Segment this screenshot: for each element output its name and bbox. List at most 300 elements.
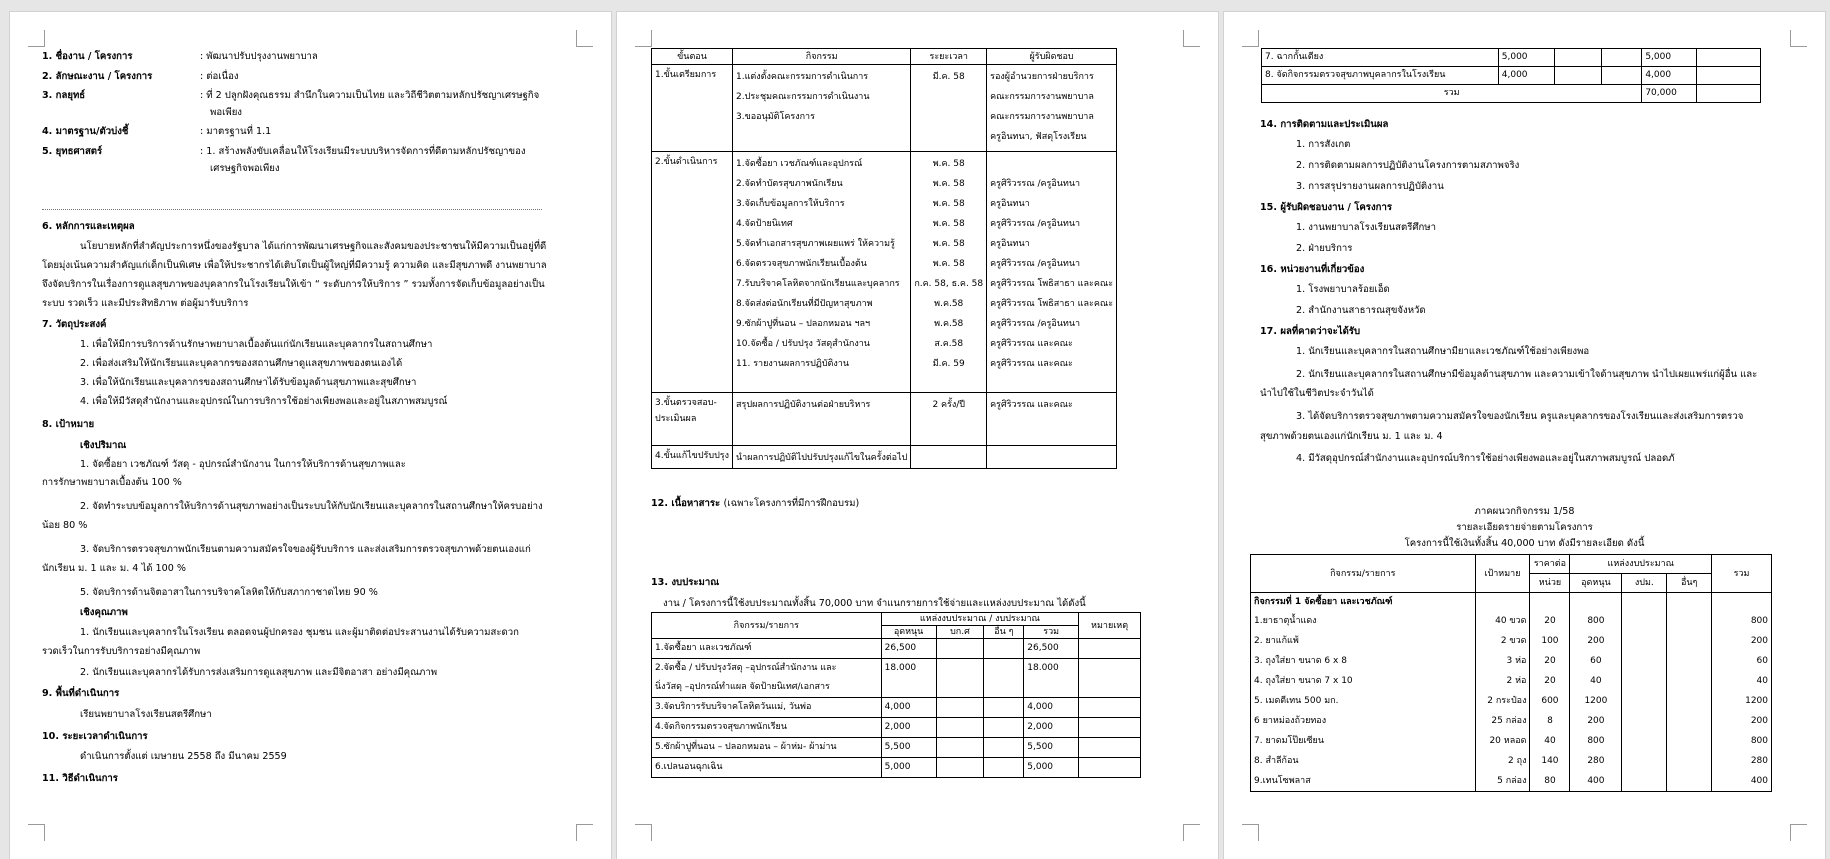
plan-responsible-text: รองผู้อำนวยการฝ่ายบริการ (990, 72, 1094, 82)
plan-spacer (655, 143, 729, 147)
detail-subsidy-cell: 280 (1570, 751, 1622, 771)
dotted-divider (42, 209, 542, 210)
qualitative-heading: เชิงคุณภาพ (80, 607, 128, 618)
budget-total-cell: 26,500 (1024, 639, 1079, 659)
plan-period-text: พ.ค. 58 (932, 259, 965, 269)
document-page-3 (1224, 12, 1825, 859)
plan-responsible-text: คณะกรรมการงานพยาบาล (990, 112, 1094, 122)
plan-period-text (914, 448, 983, 468)
crop-mark (28, 824, 45, 841)
plan-spacer (736, 374, 907, 392)
budget-note-cell (1079, 698, 1141, 718)
plan-responsible-text (990, 448, 1113, 468)
budget-total-cell: 5,000 (1024, 758, 1079, 778)
plan-step-cell (652, 152, 733, 393)
detail-subsidy-cell: 200 (1570, 711, 1622, 731)
detail-subsidy-cell: 800 (1570, 611, 1622, 631)
budget-item-text: 2.จัดซื้อ / ปรับปรุงวัสดุ –อุปกรณ์สำนักงาน และ (655, 663, 837, 673)
quantitative-target-line: น้อย 80 % (42, 520, 88, 531)
budget-subsidy-cell: 5,500 (881, 738, 936, 758)
budget-row (652, 639, 1141, 659)
detail-other-cell (1667, 611, 1712, 631)
budget-row (652, 718, 1141, 738)
plan-responsible-cell (987, 446, 1117, 469)
budget-column-header: อุดหนุน (881, 626, 936, 639)
budget-column-header: บก.ศ (936, 626, 984, 639)
plan-activity-text: นำผลการปฏิบัติไปปรับปรุงแก้ไขในครั้งต่อไป (736, 453, 908, 463)
info-value: : ที่ 2 ปลูกฝังคุณธรรม สำนึกในความเป็นไทย และวิถีชีวิตตามหลักปรัชญาเศรษฐกิจ (200, 90, 540, 101)
detail-item-header: กิจกรรม/รายการ (1251, 555, 1476, 593)
budget-total-cell: 18.000 (1024, 659, 1079, 698)
plan-activity-text: 8.จัดส่งต่อนักเรียนที่มีปัญหาสุขภาพ (736, 299, 873, 309)
responsible-item: 2. ฝ่ายบริการ (1296, 243, 1353, 254)
budget-subsidy-cell: 2,000 (881, 718, 936, 738)
budget-total-cell: 4,000 (1024, 698, 1079, 718)
detail-target-cell: 40 ขวด (1475, 611, 1530, 631)
expected-result-line: นำไปใช้ในชีวิตประจำวันได้ (1260, 388, 1374, 399)
responsible-item: 1. งานพยาบาลโรงเรียนสตรีศึกษา (1296, 222, 1436, 233)
detail-target-cell: 2 ถุง (1475, 751, 1530, 771)
detail-target-cell: 2 ขวด (1475, 631, 1530, 651)
detail-source-column-header: อื่นๆ (1667, 574, 1712, 593)
plan-period-cell (911, 65, 987, 152)
plan-activity-cell (733, 446, 911, 469)
detail-target-header: เป้าหมาย (1475, 555, 1530, 593)
budget-item-cell (652, 659, 882, 698)
detail-subsidy-cell: 200 (1570, 631, 1622, 651)
detail-target-cell: 5 กล่อง (1475, 771, 1530, 792)
detail-other-cell (1667, 771, 1712, 792)
plan-step-text (655, 83, 729, 103)
plan-responsible-text: ครูศิริวรรณ และคณะ (990, 359, 1073, 369)
quantitative-target-line: 5. จัดบริการด้านจิตอาสาในการบริจาคโลหิตให้กับสภากาชาดไทย 90 % (80, 587, 378, 598)
objective-item: 2. เพื่อส่งเสริมให้นักเรียนและบุคลากรของสถานศึกษาดูแลสุขภาพของตนเองได้ (80, 358, 403, 369)
detail-unit-price-cell: 100 (1530, 631, 1570, 651)
detail-empty-cell (1712, 593, 1772, 612)
expected-result-line: 4. มีวัสดุอุปกรณ์สำนักงานและอุปกรณ์บริการใช้อย่างเพียงพอและอยู่ในสภาพสมบูรณ์ ปลอดภั (1296, 453, 1675, 464)
budget-item-cell: 7. ฉากกั้นเตียง (1262, 49, 1499, 67)
budget-other-cell (984, 659, 1024, 698)
budget-item-cell (652, 718, 882, 738)
budget-total-value: 70,000 (1642, 85, 1697, 103)
budget-row (1262, 67, 1761, 85)
detail-row (1251, 731, 1772, 751)
annex-total-text: โครงการนี้ใช้เงินทั้งสิ้น 40,000 บาท ดังมีรายละเอียด ดังนี้ (1404, 538, 1645, 549)
detail-row (1251, 771, 1772, 792)
plan-period-text (914, 127, 983, 147)
detail-unit-price-cell: 600 (1530, 691, 1570, 711)
plan-responsible-text: ครูศิริวรรณ /ครูอินทนา (990, 179, 1081, 189)
plan-activity-text: 3.จัดเก็บข้อมูลการให้บริการ (736, 199, 845, 209)
detail-other-cell (1667, 731, 1712, 751)
budget-note-header: หมายเหตุ (1079, 613, 1141, 639)
plan-spacer (655, 427, 729, 437)
plan-period-text: พ.ค.58 (934, 299, 964, 309)
info-value-continued: พอเพียง (210, 107, 242, 118)
detail-total-cell: 60 (1712, 651, 1772, 671)
detail-item-cell: 7. ยาดมโป๊ยเซียน (1251, 731, 1476, 751)
detail-row (1251, 631, 1772, 651)
quantitative-target-line: การรักษาพยาบาลเบื้องต้น 100 % (42, 477, 182, 488)
evaluation-item: 3. การสรุปรายงานผลการปฏิบัติงาน (1296, 181, 1444, 192)
rationale-line: จึงจัดบริการในเรื่องการดูแลสุขภาพของบุคลากรในโรงเรียนให้เข้า “ ระดับการให้บริการ ” รวมทั้งการจัดเก็บข้อมูลอย่างเป็น (42, 279, 545, 290)
budget-other-cell (1602, 49, 1642, 67)
expense-detail-table (1250, 554, 1772, 792)
detail-row (1251, 711, 1772, 731)
budget-total-cell: 4,000 (1642, 67, 1697, 85)
plan-step-text (655, 250, 729, 270)
detail-target-cell: 20 หลอด (1475, 731, 1530, 751)
expected-result-line: 1. นักเรียนและบุคลากรในสถานศึกษามียาและเวชภัณฑ์ใช้อย่างเพียงพอ (1296, 346, 1590, 357)
plan-spacer (990, 374, 1113, 392)
detail-gpm-cell (1622, 611, 1667, 631)
quantitative-target-line: 3. จัดบริการตรวจสุขภาพนักเรียนตามความสมัครใจของผู้รับบริการ และส่งเสริมการตรวจสุขภาพด้วยตนเองแก่ (80, 544, 531, 555)
detail-target-cell: 2 ห่อ (1475, 671, 1530, 691)
info-value-continued: เศรษฐกิจพอเพียง (210, 163, 280, 174)
detail-other-cell (1667, 751, 1712, 771)
budget-row (1262, 49, 1761, 67)
detail-source-column-header: อุดหนุน (1570, 574, 1622, 593)
plan-row (652, 152, 1117, 393)
budget-other-cell (984, 639, 1024, 659)
crop-mark (1183, 824, 1200, 841)
plan-step-text: 3.ขั้นตรวจสอบ- (655, 398, 717, 408)
plan-spacer (914, 435, 983, 445)
budget-other-cell (984, 758, 1024, 778)
budget-item-cell (652, 738, 882, 758)
annex-subtitle: รายละเอียดรายจ่ายตามโครงการ (1456, 522, 1593, 533)
plan-period-cell (911, 152, 987, 393)
plan-spacer (914, 147, 983, 151)
budget-table-continued (1261, 48, 1761, 103)
budget-bks-cell (936, 738, 984, 758)
detail-unit-price-cell: 80 (1530, 771, 1570, 792)
budget-total-label: รวม (1262, 85, 1642, 103)
section-15-title: 15. ผู้รับผิดชอบงาน / โครงการ (1260, 202, 1392, 213)
detail-item-cell: 6 ยาหม่องถ้วยทอง (1251, 711, 1476, 731)
detail-unit-price-cell: 20 (1530, 651, 1570, 671)
plan-responsible-text: ครูศิริวรรณ /ครูอินทนา (990, 259, 1081, 269)
info-label: 4. มาตรฐาน/ตัวบ่งชี้ (42, 126, 129, 137)
objective-item: 1. เพื่อให้มีการบริการด้านรักษาพยาบาลเบื้องต้นแก่นักเรียนและบุคลากรในสถานศึกษา (80, 339, 433, 350)
info-label: 3. กลยุทธ์ (42, 90, 86, 101)
plan-activity-cell (733, 152, 911, 393)
detail-total-cell: 800 (1712, 611, 1772, 631)
objective-item: 3. เพื่อให้นักเรียนและบุคลากรของสถานศึกษาได้รับข้อมูลด้านสุขภาพและสุขศึกษา (80, 377, 417, 388)
info-label: 5. ยุทธศาสตร์ (42, 146, 103, 157)
plan-step-text (655, 170, 729, 190)
plan-header-cell: ระยะเวลา (911, 49, 987, 65)
crop-mark (1242, 824, 1259, 841)
plan-period-text (914, 415, 983, 435)
plan-period-text: 2 ครั้ง/ปี (932, 400, 966, 410)
plan-spacer (736, 147, 907, 151)
detail-subsidy-cell: 400 (1570, 771, 1622, 792)
expected-result-line: สุขภาพด้วยตนเองแก่นักเรียน ม. 1 และ ม. 4 (1260, 431, 1443, 442)
plan-period-text: มี.ค. 59 (932, 359, 965, 369)
plan-step-text (655, 310, 729, 330)
detail-total-cell: 800 (1712, 731, 1772, 751)
detail-subsidy-cell: 800 (1570, 731, 1622, 751)
budget-item-cell: 8. จัดกิจกรรมตรวจสุขภาพบุคลากรในโรงเรียน (1262, 67, 1499, 85)
detail-gpm-cell (1622, 731, 1667, 751)
plan-activity-text: 4.จัดป้ายนิเทศ (736, 219, 793, 229)
detail-item-cell: 9.เทนโซพลาส (1251, 771, 1476, 792)
budget-bks-cell (936, 718, 984, 738)
section-12-note: (เฉพาะโครงการที่มีการฝึกอบรม) (723, 498, 860, 509)
detail-group-label: กิจกรรมที่ 1 จัดซื้อยา และเวชภัณฑ์ (1251, 593, 1476, 612)
plan-responsible-cell (987, 152, 1117, 393)
qualitative-target-line: 1. นักเรียนและบุคลากรในโรงเรียน ตลอดจนผู้ปกครอง ชุมชน และผู้มาติดต่อประสานงานได้รับความสะดวก (80, 627, 519, 638)
detail-item-cell: 5. เมดตีเทน 500 มก. (1251, 691, 1476, 711)
budget-note-cell (1079, 758, 1141, 778)
crop-mark (28, 30, 45, 47)
plan-activity-text (736, 415, 907, 435)
budget-note-cell (1079, 718, 1141, 738)
section-16-title: 16. หน่วยงานที่เกี่ยวข้อง (1260, 264, 1365, 275)
detail-row (1251, 751, 1772, 771)
detail-gpm-cell (1622, 751, 1667, 771)
plan-responsible-text: ครูอินทนา (990, 239, 1030, 249)
rationale-line: ระบบ รวดเร็ว และมีประสิทธิภาพ ต่อผู้มารับบริการ (42, 298, 249, 309)
detail-empty-cell (1622, 593, 1667, 612)
budget-bks-cell (936, 639, 984, 659)
budget-total-cell: 5,000 (1642, 49, 1697, 67)
detail-group-row (1251, 593, 1772, 612)
detail-unit-price-cell: 140 (1530, 751, 1570, 771)
plan-step-text: ประเมินผล (655, 414, 697, 424)
budget-note-cell (1079, 659, 1141, 698)
budget-row (652, 738, 1141, 758)
budget-row (652, 698, 1141, 718)
detail-item-cell: 1.ยาธาตุน้ำแดง (1251, 611, 1476, 631)
plan-period-text: พ.ค. 58 (932, 199, 965, 209)
quantitative-target-line: 2. จัดทำระบบข้อมูลการให้บริการด้านสุขภาพอย่างเป็นระบบให้กับนักเรียนและบุคลากรในสถานศึกษาให้ครบอย่าง (80, 501, 543, 512)
budget-total-cell: 5,500 (1024, 738, 1079, 758)
detail-target-cell: 3 ห่อ (1475, 651, 1530, 671)
detail-empty-cell (1530, 593, 1570, 612)
plan-activity-text (736, 127, 907, 147)
detail-row (1251, 611, 1772, 631)
detail-item-cell: 3. ถุงใส่ยา ขนาด 6 x 8 (1251, 651, 1476, 671)
budget-note-cell (1079, 639, 1141, 659)
budget-column-header: อื่น ๆ (984, 626, 1024, 639)
plan-activity-text: 3.ขออนุมัติโครงการ (736, 112, 815, 122)
crop-mark (635, 30, 652, 47)
area-text: เรียนพยาบาลโรงเรียนสตรีศึกษา (80, 709, 212, 720)
budget-bks-cell (1554, 49, 1602, 67)
detail-subsidy-cell: 60 (1570, 651, 1622, 671)
detail-target-cell: 25 กล่อง (1475, 711, 1530, 731)
plan-period-text: ก.ค. 58, ธ.ค. 58 (914, 279, 984, 289)
expected-result-line: 2. นักเรียนและบุคลากรในสถานศึกษามีข้อมูลด้านสุขภาพ และความเข้าใจด้านสุขภาพ นำไปเผยแพร่แก่ผู้อื่น และ (1296, 369, 1758, 380)
plan-period-cell (911, 446, 987, 469)
section-12-title (651, 497, 859, 510)
plan-responsible-text: ครูศิริวรรณ และคณะ (990, 339, 1073, 349)
budget-item-text: 1.จัดซื้อยา และเวชภัณฑ์ (655, 643, 752, 653)
plan-period-text: พ.ค.58 (934, 319, 964, 329)
info-value: : มาตรฐานที่ 1.1 (200, 126, 272, 137)
info-value: : 1. สร้างพลังขับเคลื่อนให้โรงเรียนมีระบบบริหารจัดการที่ดีตามหลักปรัชญาของ (200, 146, 526, 157)
plan-spacer (914, 374, 983, 392)
document-page-1 (10, 12, 611, 859)
plan-period-text: พ.ค. 58 (932, 159, 965, 169)
info-label: 1. ชื่องาน / โครงการ (42, 51, 133, 62)
plan-responsible-cell (987, 393, 1117, 446)
section-10-title: 10. ระยะเวลาดำเนินการ (42, 731, 148, 742)
detail-total-cell: 200 (1712, 631, 1772, 651)
plan-activity-cell (733, 65, 911, 152)
annex-title: ภาคผนวกกิจกรรม 1/58 (1474, 506, 1575, 517)
detail-empty-cell (1475, 593, 1530, 612)
crop-mark (576, 824, 593, 841)
budget-item-cell (652, 698, 882, 718)
budget-note-cell (1697, 67, 1761, 85)
detail-unit-header-2: หน่วย (1530, 574, 1570, 593)
budget-bks-cell (936, 758, 984, 778)
detail-total-cell: 200 (1712, 711, 1772, 731)
budget-item-text: นิ่งวัสดุ –อุปกรณ์ทำแผล จัดป้ายนิเทศ/เอกสาร (655, 682, 830, 692)
budget-note-cell (1697, 49, 1761, 67)
detail-other-cell (1667, 711, 1712, 731)
budget-item-cell (652, 639, 882, 659)
plan-activity-text: 2.ประชุมคณะกรรมการดำเนินงาน (736, 92, 870, 102)
budget-bks-cell (936, 659, 984, 698)
detail-source-column-header: งปม. (1622, 574, 1667, 593)
detail-row (1251, 651, 1772, 671)
crop-mark (1790, 824, 1807, 841)
detail-header-row (1251, 555, 1772, 574)
plan-activity-text: 7.รับบริจาคโลหิตจากนักเรียนและบุคลากร (736, 279, 900, 289)
quantitative-heading: เชิงปริมาณ (80, 440, 127, 451)
plan-period-text: มี.ค. 58 (932, 72, 965, 82)
evaluation-item: 1. การสังเกต (1296, 139, 1351, 150)
detail-other-cell (1667, 671, 1712, 691)
plan-step-cell (652, 446, 733, 469)
plan-row (652, 65, 1117, 152)
section-13-title: 13. งบประมาณ (651, 577, 720, 588)
detail-other-cell (1667, 631, 1712, 651)
budget-other-cell (984, 718, 1024, 738)
budget-item-text: 3.จัดบริการรับบริจาคโลหิตวันแม่, วันพ่อ (655, 702, 812, 712)
plan-activity-text: 1.จัดซื้อยา เวชภัณฑ์และอุปกรณ์ (736, 159, 863, 169)
qualitative-target-line: 2. นักเรียนและบุคลากรได้รับการส่งเสริมการดูแลสุขภาพ และมีจิตอาสา อย่างมีคุณภาพ (80, 667, 438, 678)
detail-row (1251, 671, 1772, 691)
budget-item-header: กิจกรรม/รายการ (652, 613, 882, 639)
detail-unit-price-cell: 20 (1530, 671, 1570, 691)
plan-step-text: 2.ขั้นดำเนินการ (655, 157, 718, 167)
section-7-title: 7. วัตถุประสงค์ (42, 319, 107, 330)
plan-responsible-text: ครูอินทนา, ฟัสดุโรงเรียน (990, 132, 1087, 142)
plan-responsible-text: ครูศิริวรรณ และคณะ (990, 400, 1073, 410)
plan-responsible-text: ครูอินทนา (990, 199, 1030, 209)
crop-mark (635, 824, 652, 841)
plan-activity-cell (733, 393, 911, 446)
section-11-title: 11. วิธีดำเนินการ (42, 773, 118, 784)
budget-source-header: แหล่งงบประมาณ / งบประมาณ (881, 613, 1078, 626)
budget-other-cell (1602, 67, 1642, 85)
budget-summary-text: งาน / โครงการนี้ใช้งบประมาณทั้งสิ้น 70,000 บาท จำแนกรายการใช้จ่ายและแหล่งงบประมาณ ได้ดังนี้ (663, 598, 1086, 609)
plan-responsible-text: ครูศิริวรรณ /ครูอินทนา (990, 219, 1081, 229)
plan-step-text (655, 270, 729, 290)
plan-spacer (736, 435, 907, 445)
budget-subsidy-cell: 4,000 (1498, 67, 1554, 85)
detail-total-cell: 1200 (1712, 691, 1772, 711)
detail-gpm-cell (1622, 651, 1667, 671)
detail-item-cell: 8. สำลีก้อน (1251, 751, 1476, 771)
detail-total-cell: 280 (1712, 751, 1772, 771)
budget-subsidy-cell: 5,000 (881, 758, 936, 778)
plan-activity-text: 1.แต่งตั้งคณะกรรมการดำเนินการ (736, 72, 869, 82)
budget-item-cell (652, 758, 882, 778)
plan-step-text (655, 210, 729, 230)
plan-step-text: 1.ขั้นเตรียมการ (655, 70, 717, 80)
budget-other-cell (984, 698, 1024, 718)
budget-total-row (1262, 85, 1761, 103)
detail-unit-price-cell: 8 (1530, 711, 1570, 731)
detail-target-cell: 2 กระป๋อง (1475, 691, 1530, 711)
plan-step-cell (652, 393, 733, 446)
budget-row (652, 758, 1141, 778)
crop-mark (576, 30, 593, 47)
plan-activity-text: 6.จัดตรวจสุขภาพนักเรียนเบื้องต้น (736, 259, 867, 269)
budget-note-cell (1079, 738, 1141, 758)
detail-unit-header: ราคาต่อ (1530, 555, 1570, 574)
plan-responsible-text: ครูศิริวรรณ /ครูอินทนา (990, 319, 1081, 329)
detail-total-cell: 400 (1712, 771, 1772, 792)
plan-responsible-text: คณะกรรมการงานพยาบาล (990, 92, 1094, 102)
budget-total-cell: 2,000 (1024, 718, 1079, 738)
quantitative-target-line: 1. จัดซื้อยา เวชภัณฑ์ วัสดุ - อุปกรณ์สำนักงาน ในการให้บริการด้านสุขภาพและ (80, 459, 406, 470)
section-9-title: 9. พื้นที่ดำเนินการ (42, 688, 120, 699)
detail-subsidy-cell: 40 (1570, 671, 1622, 691)
detail-total-header: รวม (1712, 555, 1772, 593)
plan-responsible-text (990, 154, 1113, 174)
budget-table (651, 612, 1141, 778)
qualitative-target-line: รวดเร็วในการรับบริการอย่างมีคุณภาพ (42, 646, 201, 657)
plan-step-text (655, 290, 729, 310)
plan-activity-text: 10.จัดซื้อ / ปรับปรุง วัสดุสำนักงาน (736, 339, 870, 349)
plan-period-text (914, 87, 983, 107)
detail-source-header: แหล่งงบประมาณ (1570, 555, 1712, 574)
plan-spacer (655, 370, 729, 388)
detail-gpm-cell (1622, 711, 1667, 731)
plan-period-text: ส.ค.58 (934, 339, 964, 349)
detail-other-cell (1667, 691, 1712, 711)
detail-gpm-cell (1622, 631, 1667, 651)
detail-item-cell: 2. ยาแก้แพ้ (1251, 631, 1476, 651)
budget-subsidy-cell: 18.000 (881, 659, 936, 698)
plan-activity-text: 5.จัดทำเอกสารสุขภาพเผยแพร่ ให้ความรู้ (736, 239, 895, 249)
rationale-line: โดยมุ่งเน้นความสำคัญแก่เด็กเป็นพิเศษ เพื่อให้ประชากรได้เติบโตเป็นผู้ใหญ่ที่มีความรู้ ความคิด และมีสุขภาพดี งานพยาบาล (42, 260, 547, 271)
detail-gpm-cell (1622, 771, 1667, 792)
plan-activity-text: 2.จัดทำบัตรสุขภาพนักเรียน (736, 179, 843, 189)
plan-period-text (914, 107, 983, 127)
detail-gpm-cell (1622, 671, 1667, 691)
evaluation-item: 2. การติดตามผลการปฏิบัติงานโครงการตามสภาพจริง (1296, 160, 1520, 171)
detail-unit-price-cell: 20 (1530, 611, 1570, 631)
plan-step-text (655, 123, 729, 143)
plan-responsible-text: ครูศิริวรรณ โพธิสาธา และคณะ (990, 279, 1114, 289)
plan-activity-text: 9.ซักผ้าปูที่นอน – ปลอกหมอน ฯลฯ (736, 319, 871, 329)
crop-mark (1790, 30, 1807, 47)
detail-item-cell: 4. ถุงใส่ยา ขนาด 7 x 10 (1251, 671, 1476, 691)
budget-row (652, 659, 1141, 698)
crop-mark (1183, 30, 1200, 47)
budget-other-cell (984, 738, 1024, 758)
budget-subsidy-cell: 4,000 (881, 698, 936, 718)
quantitative-target-line: นักเรียน ม. 1 และ ม. 4 ได้ 100 % (42, 563, 187, 574)
